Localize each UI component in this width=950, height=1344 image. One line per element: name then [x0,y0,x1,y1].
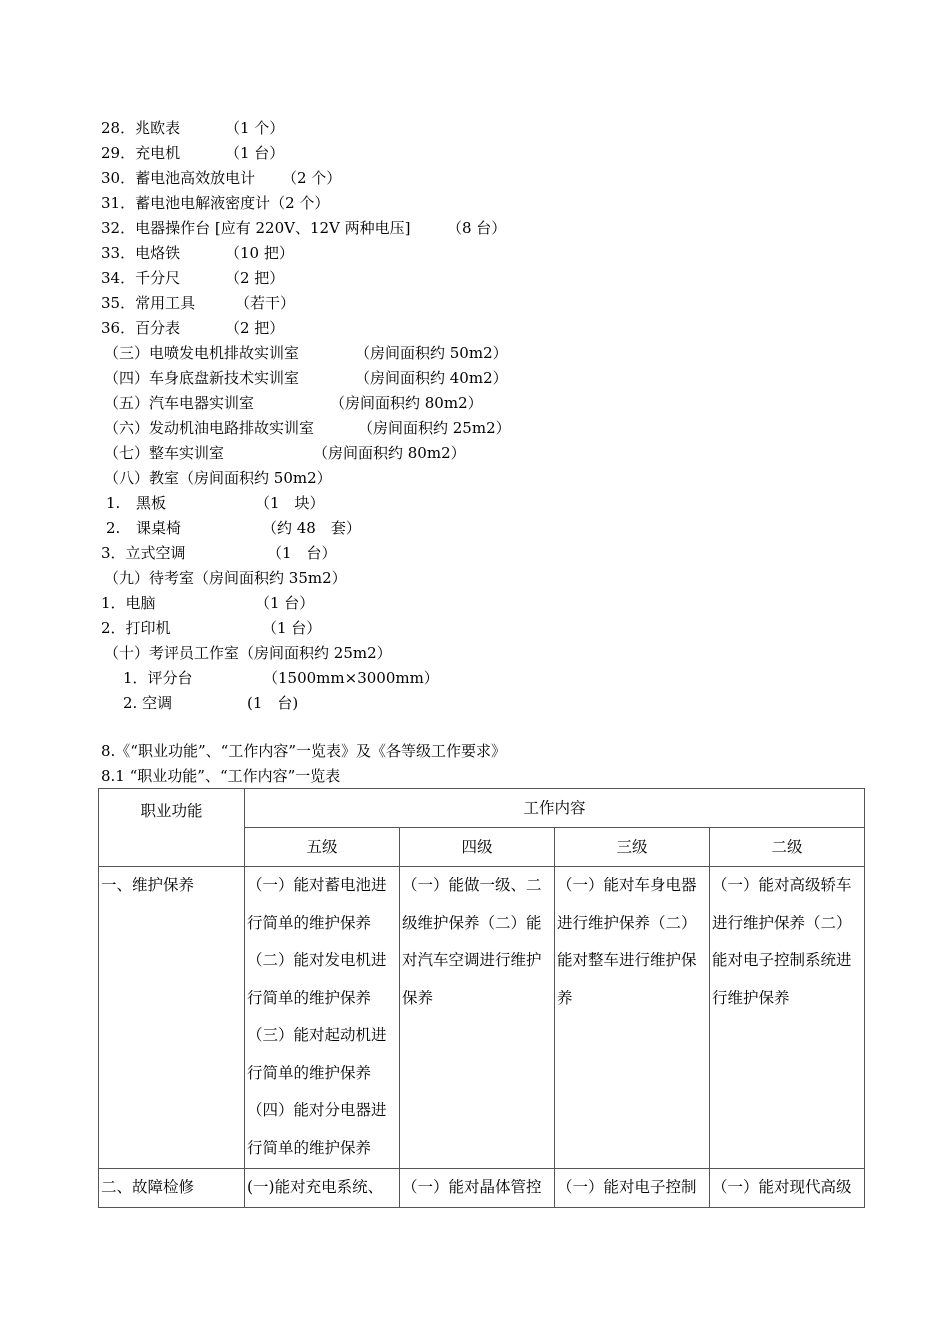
classroom-item-name: 课桌椅 [136,519,182,537]
equipment-qty: （1 台） [225,144,285,162]
header-function: 职业功能 [99,789,245,867]
header-content: 工作内容 [245,789,865,828]
header-level-4: 四级 [400,828,555,867]
section-8-heading: 8.《“职业功能”、“工作内容”一览表》及《各等级工作要求》 [101,742,506,760]
waiting-room-qty: （1 台） [262,619,322,637]
classroom-title: （八）教室（房间面积约 50m2） [104,469,332,487]
section-8-1-heading: 8.1 “职业功能”、“工作内容”一览表 [101,767,341,785]
content-cell: （一）能对高级轿车进行维护保养（二）能对电子控制系统进行维护保养 [712,876,852,1007]
content-cell: （一）能对晶体管控 [402,1178,542,1196]
table-row [99,867,865,1169]
equipment-item: 34．千分尺 [101,269,181,287]
function-label: 一、维护保养 [101,876,195,894]
room-name: （六）发动机油电路排故实训室 [104,419,315,437]
content-cell: (一)能对充电系统、 [247,1178,384,1196]
equipment-item: 30．蓄电池高效放电计 [101,169,256,187]
examiner-room-item: 2. 空调 [123,694,173,712]
equipment-qty: （若干） [235,294,296,312]
equipment-item: 32．电器操作台 [应有 220V、12V 两种电压] [101,219,411,237]
waiting-room-qty: （1 台） [255,594,315,612]
classroom-item-num: 1. [106,494,121,512]
table-row [99,1169,865,1208]
room-name: （五）汽车电器实训室 [104,394,255,412]
header-level-2: 二级 [710,828,865,867]
classroom-item-qty: （约 48 套） [262,519,361,537]
room-area: （房间面积约 50m2） [355,344,508,362]
room-area: （房间面积约 80m2） [313,444,466,462]
waiting-room-item: 1．电脑 [101,594,156,612]
waiting-room-item: 2．打印机 [101,619,171,637]
equipment-qty: （8 台） [447,219,507,237]
equipment-qty: （2 把） [225,269,285,287]
header-level-5: 五级 [245,828,400,867]
equipment-item: 28．兆欧表 [101,119,181,137]
examiner-room-item: 1．评分台 [123,669,193,687]
equipment-qty: （2 个） [282,169,342,187]
classroom-item-qty: （1 块） [255,494,325,512]
equipment-qty: （1 个） [225,119,285,137]
room-name: （三）电喷发电机排故实训室 [104,344,300,362]
room-area: （房间面积约 80m2） [330,394,483,412]
equipment-item: 35．常用工具 [101,294,196,312]
content-cell: （一）能对电子控制 [557,1178,697,1196]
header-level-3: 三级 [555,828,710,867]
waiting-room-title: （九）待考室（房间面积约 35m2） [104,569,347,587]
classroom-item-qty: （1 台） [267,544,337,562]
equipment-item: 29．充电机 [101,144,181,162]
classroom-item-num: 2. [106,519,121,537]
room-name: （四）车身底盘新技术实训室 [104,369,300,387]
classroom-item-name: 黑板 [136,494,167,512]
equipment-item: 31．蓄电池电解液密度计（2 个） [101,194,330,212]
examiner-room-qty: （1500mm×3000mm） [263,669,439,687]
equipment-item: 36．百分表 [101,319,181,337]
equipment-item: 33．电烙铁 [101,244,181,262]
content-cell: （一）能对蓄电池进行简单的维护保养（二）能对发电机进行简单的维护保养（三）能对起动机进行简单的维护保养（四）能对分电器进行简单的维护保养 [247,876,387,1157]
content-cell: （一）能对现代高级 [712,1178,852,1196]
equipment-qty: （2 把） [225,319,285,337]
equipment-qty: （10 把） [225,244,294,262]
examiner-room-title: （十）考评员工作室（房间面积约 25m2） [104,644,392,662]
function-content-table [98,788,865,1208]
function-label: 二、故障检修 [101,1178,195,1196]
content-cell: （一）能做一级、二级维护保养（二）能对汽车空调进行维护保养 [402,876,542,1007]
examiner-room-qty: (1 台) [247,694,299,712]
room-name: （七）整车实训室 [104,444,225,462]
room-area: （房间面积约 25m2） [358,419,511,437]
classroom-item: 3．立式空调 [101,544,186,562]
room-area: （房间面积约 40m2） [355,369,508,387]
content-cell: （一）能对车身电器进行维护保养（二）能对整车进行维护保养 [557,876,697,1007]
